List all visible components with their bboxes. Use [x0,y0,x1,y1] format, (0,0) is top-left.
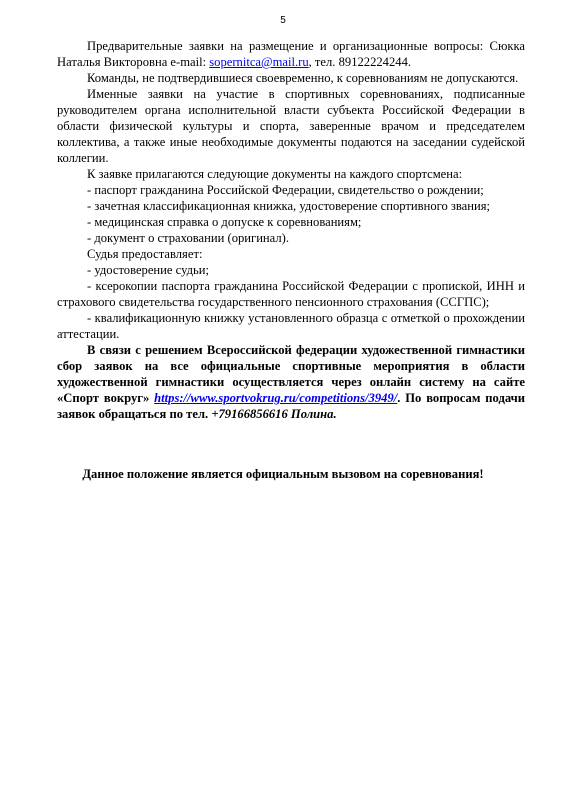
documents-intro: К заявке прилагаются следующие документы на каждого спортсмена: [87,167,463,181]
phone-text: , тел. 89122224244. [308,55,412,69]
document-body [57,38,525,422]
teams-not-admitted-paragraph: Команды, не подтвердившиеся своевременно, к соревнованиям не допускаются. [87,71,519,85]
document-item-medical-certificate: - медицинская справка о допуске к соревнованиям; [87,215,362,229]
judge-item-passport-copies: - ксерокопии паспорта гражданина Российской Федерации с пропиской, ИНН и страхового свидетельства государственного пенсионного страхования (ССГПС); [57,279,525,309]
notice-text: В связи с решением Всероссийской федерации художественной гимнастики сбор заявок на все официальные спортивные мероприятия в области художественной гимнастики осуществляется через онлайн систему на сайте «Спорт вокруг» [57,343,525,405]
preliminary-applications-text: Предварительные заявки на размещение и организационные вопросы: Сюкка Наталья Викторовна e-mail: [57,39,525,69]
document-item-passport: - паспорт гражданина Российской Федерации, свидетельство о рождении; [87,183,484,197]
document-item-insurance: - документ о страховании (оригинал). [87,231,289,245]
judge-item-qualification-book: - квалификационную книжку установленного образца с отметкой о прохождении аттестации. [57,311,525,341]
notice-contact-text: . По вопросам подачи заявок обращаться по тел. [57,391,525,421]
contact-phone: +79166856616 Полина. [211,407,337,421]
preliminary-applications-paragraph [57,38,525,70]
judge-item-certificate: - удостоверение судьи; [87,263,209,277]
online-registration-notice [57,342,525,422]
named-applications-paragraph: Именные заявки на участие в спортивных соревнованиях, подписанные руководителем органа исполнительной власти субъекта Российской Федерации в области физической культуры и спорта, заверенные врачом и председателем коллектива, а также иные необходимые документы подаются на заседании судейской коллегии. [57,87,525,165]
page-number: 5 [280,15,286,26]
official-call-statement: Данное положение является официальным вызовом на соревнования! [82,467,484,481]
sportvokrug-link[interactable]: https://www.sportvokrug.ru/competitions/3949/ [154,391,398,405]
judge-intro: Судья предоставляет: [87,247,203,261]
email-link[interactable]: sopernitca@mail.ru [209,55,309,69]
document-item-classification-book: - зачетная классификационная книжка, удостоверение спортивного звания; [87,199,491,213]
